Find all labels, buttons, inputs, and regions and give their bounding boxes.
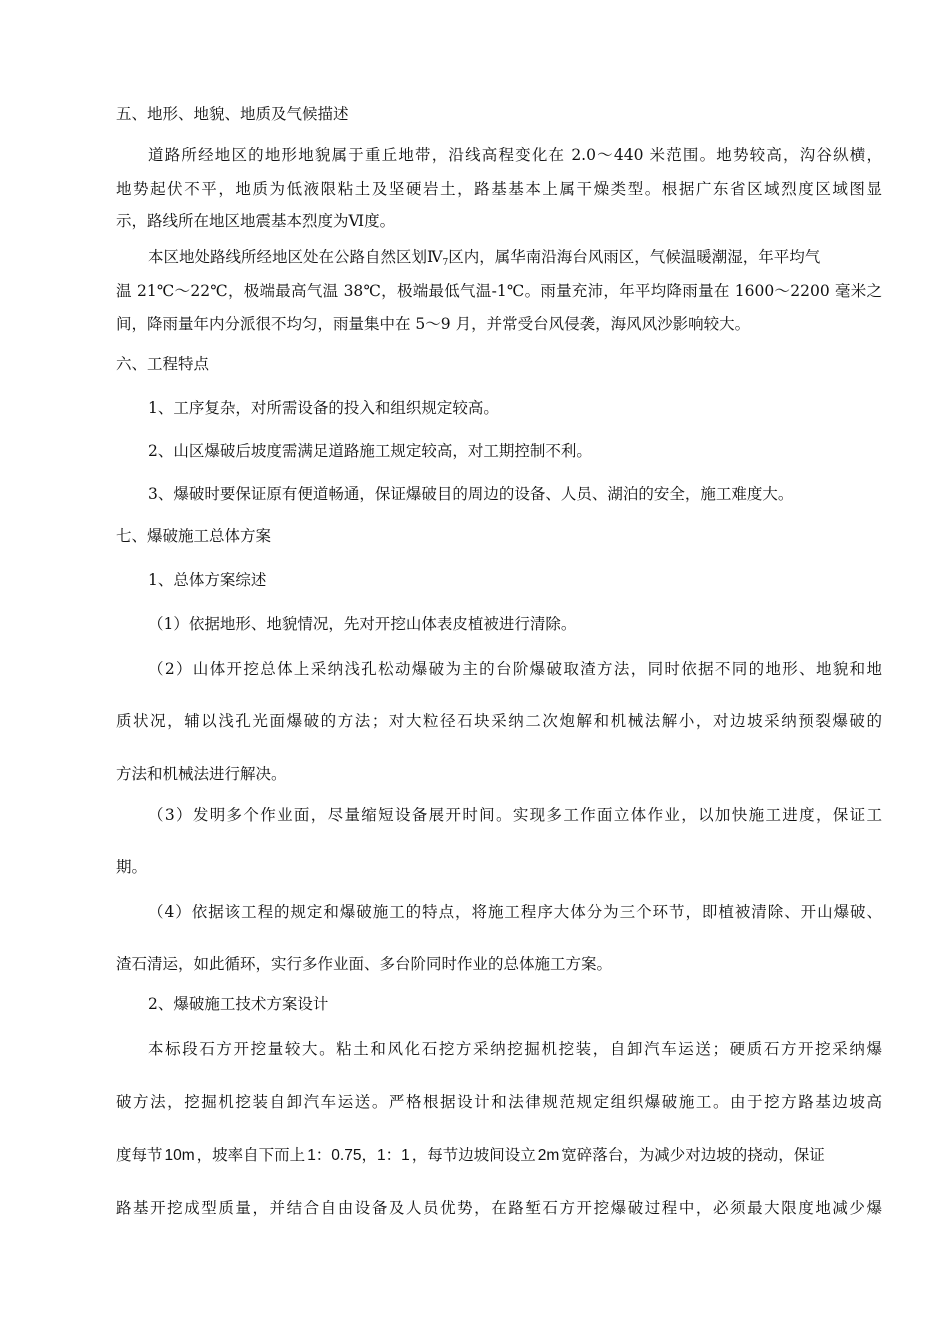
section-5-paragraph-1-line-1: 道路所经地区的地形地貌属于重丘地带，沿线高程变化在 2.0～440 米范围。地势较高，沟谷纵横，	[148, 146, 882, 164]
section-7-1-paragraph-4-line-2: 渣石清运，如此循环，实行多作业面、多台阶同时作业的总体施工方案。	[116, 955, 613, 973]
section-7-2-paragraph-1-line-4: 路基开挖成型质量，并结合自由设备及人员优势，在路堑石方开挖爆破过程中，必须最大限度地减少爆	[116, 1199, 882, 1217]
section-6-item-3: 3、爆破时要保证原有便道畅通，保证爆破目的周边的设备、人员、湖泊的安全，施工难度大。	[148, 485, 794, 503]
climate-zone-text: 本区地处路线所经地区处在公路自然区划Ⅳ	[148, 248, 443, 266]
height-value: 10m	[164, 1147, 195, 1164]
section-7-1-paragraph-1: （1）依据地形、地貌情况，先对开挖山体表皮植被进行清除。	[148, 615, 577, 633]
section-5-paragraph-2-line-1	[148, 247, 882, 273]
platform-width-value: 2m	[537, 1147, 560, 1164]
section-7-2-paragraph-1-line-3	[116, 1145, 882, 1166]
section-7-1-paragraph-2-line-2: 质状况，辅以浅孔光面爆破的方法；对大粒径石块采纳二次炮解和机械法解小，对边坡采纳预裂爆破的	[116, 712, 882, 730]
section-7-2-heading: 2、爆破施工技术方案设计	[148, 995, 329, 1013]
section-5-paragraph-1-line-2: 地势起伏不平，地质为低液限粘土及坚硬岩土，路基基本上属干燥类型。根据广东省区域烈度区域图显	[116, 180, 882, 198]
section-7-1-paragraph-2-line-3: 方法和机械法进行解决。	[116, 765, 287, 783]
section-5-heading: 五、地形、地貌、地质及气候描述	[116, 105, 349, 123]
section-7-1-paragraph-4-line-1: （4）依据该工程的规定和爆破施工的特点，将施工程序大体分为三个环节，即植被清除、开山爆破、	[148, 903, 882, 921]
climate-zone-text-cont: 区内，属华南沿海台风雨区，气候温暖潮湿，年平均气	[448, 248, 821, 266]
text-segment: 宽碎落台，为减少对边坡的挠动，保证	[561, 1146, 825, 1164]
section-7-2-paragraph-1-line-1: 本标段石方开挖量较大。粘土和风化石挖方采纳挖掘机挖装，自卸汽车运送；硬质石方开挖采纳爆	[148, 1040, 882, 1058]
text-segment: ，坡率自下而上	[196, 1146, 306, 1164]
section-6-item-1: 1、工序复杂，对所需设备的投入和组织规定较高。	[148, 399, 499, 417]
section-7-2-paragraph-1-line-2: 破方法，挖掘机挖装自卸汽车运送。严格根据设计和法律规范规定组织爆破施工。由于挖方路基边坡高	[116, 1093, 882, 1111]
section-5-paragraph-2-line-2: 温 21℃～22℃，极端最高气温 38℃，极端最低气温-1℃。雨量充沛，年平均降雨量在 1600～2200 毫米之	[116, 282, 882, 300]
section-7-heading: 七、爆破施工总体方案	[116, 527, 272, 545]
section-5-paragraph-2-line-3: 间，降雨量年内分派很不均匀，雨量集中在 5～9 月，并常受台风侵袭，海风风沙影响较大。	[116, 315, 751, 333]
section-7-1-paragraph-3-line-2: 期。	[116, 858, 148, 876]
slope-ratio-values: 1：0.75，1：1	[307, 1147, 410, 1164]
climate-zone-subscript: 7	[442, 258, 449, 268]
section-7-1-heading: 1、总体方案综述	[148, 571, 267, 589]
section-5-paragraph-1-line-3: 示，路线所在地区地震基本烈度为Ⅵ度。	[116, 212, 396, 230]
section-7-1-paragraph-2-line-1: （2）山体开挖总体上采纳浅孔松动爆破为主的台阶爆破取渣方法，同时依据不同的地形、地貌和地	[148, 660, 882, 678]
section-7-1-paragraph-3-line-1: （3）发明多个作业面，尽量缩短设备展开时间。实现多工作面立体作业，以加快施工进度，保证工	[148, 806, 882, 824]
section-6-item-2: 2、山区爆破后坡度需满足道路施工规定较高，对工期控制不利。	[148, 442, 592, 460]
section-6-heading: 六、工程特点	[116, 355, 210, 373]
text-segment: ，每节边坡间设立	[411, 1146, 536, 1164]
text-segment: 度每节	[116, 1146, 163, 1164]
